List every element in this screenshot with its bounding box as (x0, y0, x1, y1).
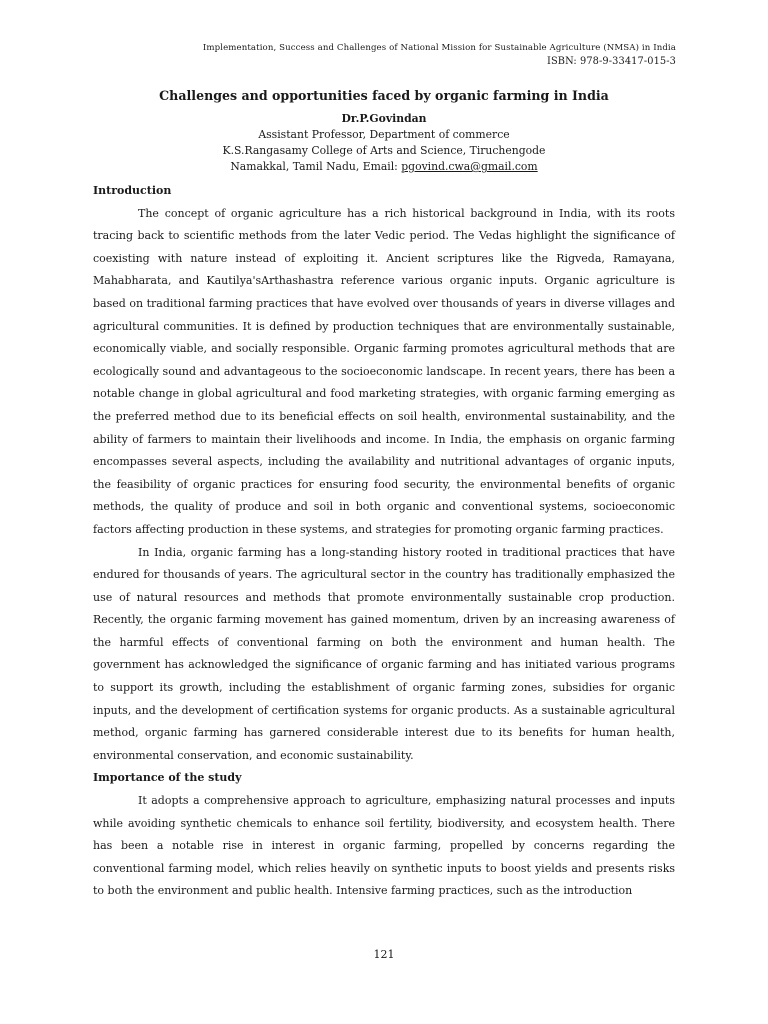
paper-title: Challenges and opportunities faced by organic farming in India (159, 88, 609, 103)
affiliation-line-1: Assistant Professor, Department of commerce (258, 128, 510, 141)
importance-paragraph-1: It adopts a comprehensive approach to agriculture, emphasizing natural processes and inputs while avoiding synthetic chemicals to enhance soil fertility, biodiversity, and ecosystem health. There has been a notable rise in interest in organic farming, propelled by concerns regarding the conventional farming model, which relies heavily on synthetic inputs to boost yields and presents risks to both the environment and public health. Intensive farming practices, such as the introduction (93, 794, 675, 898)
page-number: 121 (373, 948, 395, 961)
location-text: Namakkal, Tamil Nadu, Email: (230, 160, 402, 173)
body-content (93, 180, 675, 903)
location-line (60, 159, 708, 175)
importance-heading: Importance of the study (93, 771, 242, 785)
running-title: Implementation, Success and Challenges of National Mission for Sustainable Agriculture (NMSA) in India (202, 43, 676, 53)
email-link[interactable]: pgovind.cwa@gmail.com (401, 160, 538, 173)
intro-paragraph-2: In India, organic farming has a long-standing history rooted in traditional practices that have endured for thousands of years. The agricultural sector in the country has traditionally emphasized the use of natural resources and methods that promote environmentally sustainable crop production. Recently, the organic farming movement has gained momentum, driven by an increasing awareness of the harmful effects of conventional farming on both the environment and human health. The government has acknowledged the significance of organic farming and has initiated various programs to support its growth, including the establishment of organic farming zones, subsidies for organic inputs, and the development of certification systems for organic products. As a sustainable agricultural method, organic farming has garnered considerable interest due to its benefits for human health, environmental conservation, and economic sustainability. (93, 545, 675, 762)
introduction-heading: Introduction (93, 184, 172, 197)
affiliation-line-2: K.S.Rangasamy College of Arts and Science, Tiruchengode (222, 144, 546, 157)
author-name: Dr.P.Govindan (341, 112, 427, 125)
isbn: ISBN: 978-9-33417-015-3 (547, 56, 676, 67)
intro-paragraph-1: The concept of organic agriculture has a rich historical background in India, with its roots tracing back to scientific methods from the later Vedic period. The Vedas highlight the significance of coexisting with nature instead of exploiting it. Ancient scriptures like the Rigveda, Ramayana, Mahabharata, and Kautilya'sArthashastra reference various organic inputs. Organic agriculture is based on traditional farming practices that have evolved over thousands of years in diverse villages and agricultural communities. It is defined by production techniques that are environmentally sustainable, economically viable, and socially responsible. Organic farming promotes agricultural methods that are ecologically sound and advantageous to the socioeconomic landscape. In recent years, there has been a notable change in global agricultural and food marketing strategies, with organic farming emerging as the preferred method due to its beneficial effects on soil health, environmental sustainability, and the ability of farmers to maintain their livelihoods and income. In India, the emphasis on organic farming encompasses several aspects, including the availability and nutritional advantages of organic inputs, the feasibility of organic practices for ensuring food security, the environmental benefits of organic methods, the quality of produce and soil in both organic and conventional systems, socioeconomic factors affecting production in these systems, and strategies for promoting organic farming practices. (93, 206, 675, 536)
running-header (92, 42, 676, 68)
author-block (60, 111, 708, 175)
